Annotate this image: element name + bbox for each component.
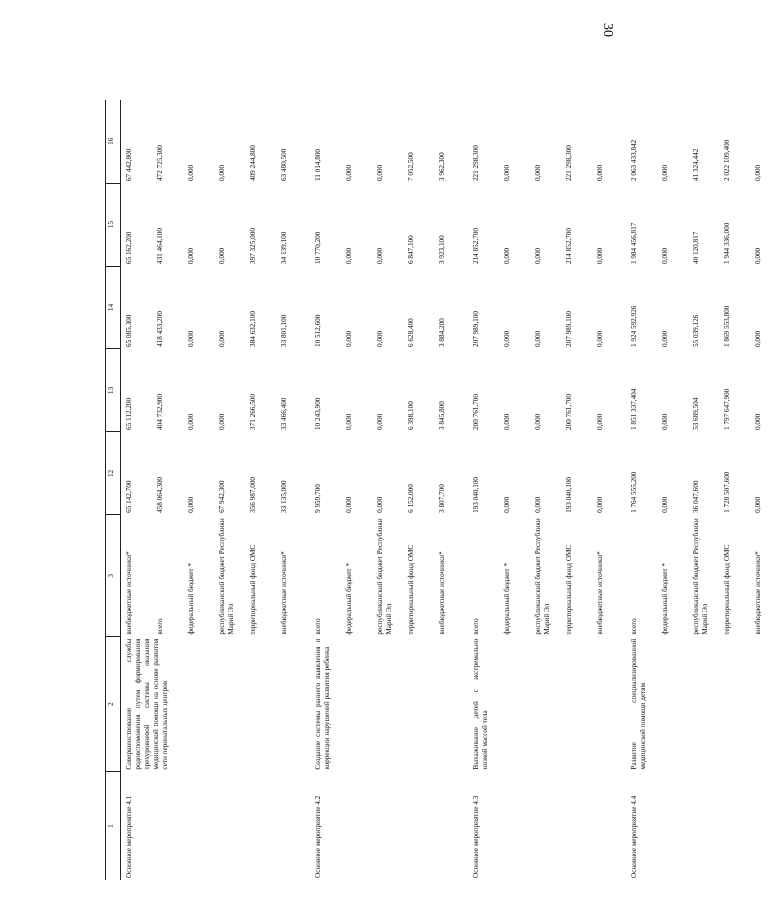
- value-cell: 6 152,000: [407, 484, 415, 513]
- funding-source-cell: внебюджетные источники*: [754, 551, 762, 635]
- budget-table: [105, 100, 784, 880]
- value-cell: 67 442,800: [125, 148, 133, 182]
- funding-source-cell: республиканский бюджет Республики Марий Эл: [534, 518, 551, 635]
- value-cell: 1 984 456,817: [630, 222, 638, 265]
- value-cell: 0,000: [218, 413, 226, 430]
- value-cell: 0,000: [534, 164, 542, 182]
- value-cell: 404 732,900: [156, 394, 164, 430]
- value-cell: 0,000: [661, 496, 669, 513]
- value-cell: 67 942,300: [218, 480, 226, 513]
- funding-source-cell: всего: [314, 618, 322, 635]
- value-cell: 65 085,300: [125, 314, 133, 347]
- value-cell: 2 063 433,842: [630, 139, 638, 182]
- description-cell: Создание системы раннего выявления и коррекции нарушений развития ребенка: [314, 638, 331, 770]
- value-cell: 193 040,100: [472, 476, 480, 513]
- funding-source-cell: всего: [472, 618, 480, 635]
- value-cell: 33 466,400: [280, 397, 288, 430]
- value-cell: 0,000: [187, 496, 195, 513]
- value-cell: 10 243,900: [314, 397, 322, 430]
- value-cell: 193 040,100: [565, 476, 573, 513]
- page-number: 30: [600, 23, 615, 37]
- value-cell: 214 852,700: [472, 228, 480, 265]
- value-cell: 33 135,000: [280, 480, 288, 513]
- value-cell: 6 847,100: [407, 235, 415, 265]
- value-cell: 0,000: [187, 164, 195, 182]
- value-cell: 0,000: [218, 247, 226, 265]
- value-cell: 0,000: [503, 330, 511, 347]
- value-cell: 0,000: [754, 247, 762, 265]
- value-cell: 0,000: [376, 164, 384, 182]
- funding-source-cell: республиканский бюджет Республики Марий Эл: [376, 518, 393, 635]
- value-cell: 1 944 336,000: [723, 222, 731, 265]
- value-cell: 3 807,700: [438, 484, 446, 513]
- value-cell: 1 851 337,404: [630, 388, 638, 430]
- description-cell: Совершенствование службы родовспоможения путем формирования трехуровневой системы оказания медицинской помощи на основе развития сети перинатальных центров: [125, 638, 169, 770]
- header-cell: 2: [106, 637, 121, 772]
- value-cell: 207 989,100: [472, 311, 480, 347]
- description-cell: Выхаживание детей с экстремально низкой массой тела: [472, 638, 489, 770]
- header-cell: 15: [106, 183, 121, 266]
- value-cell: 371 266,500: [249, 394, 257, 430]
- header-cell: 16: [106, 100, 121, 183]
- header-cell: 14: [106, 266, 121, 349]
- value-cell: 214 852,700: [565, 228, 573, 265]
- funding-source-cell: территориальный фонд ОМС: [249, 544, 257, 635]
- value-cell: 0,000: [534, 330, 542, 347]
- table-row: [121, 100, 156, 880]
- activity-cell: Основное мероприятие 4.4: [630, 795, 638, 878]
- funding-source-cell: внебюджетные источники*: [596, 551, 604, 635]
- funding-source-cell: всего: [156, 618, 164, 635]
- value-cell: 0,000: [503, 496, 511, 513]
- value-cell: 458 064,300: [156, 476, 164, 513]
- funding-source-cell: внебюджетные источники*: [125, 551, 133, 635]
- value-cell: 0,000: [376, 413, 384, 430]
- value-cell: 0,000: [596, 496, 604, 513]
- value-cell: 6 398,100: [407, 401, 415, 430]
- header-cell: 12: [106, 432, 121, 515]
- funding-source-cell: всего: [630, 618, 638, 635]
- value-cell: 397 325,000: [249, 228, 257, 265]
- value-cell: 53 689,504: [692, 397, 700, 430]
- value-cell: 0,000: [754, 164, 762, 182]
- value-cell: 0,000: [661, 247, 669, 265]
- value-cell: 0,000: [376, 330, 384, 347]
- value-cell: 200 761,700: [565, 394, 573, 430]
- value-cell: 0,000: [345, 496, 353, 513]
- funding-source-cell: территориальный фонд ОМС: [723, 544, 731, 635]
- value-cell: 36 047,600: [692, 480, 700, 513]
- funding-source-cell: внебюджетные источники*: [438, 551, 446, 635]
- funding-source-cell: федеральный бюджет *: [503, 563, 511, 635]
- value-cell: 0,000: [345, 330, 353, 347]
- value-cell: 1 924 592,926: [630, 305, 638, 347]
- value-cell: 1 764 555,200: [630, 471, 638, 513]
- value-cell: 10 770,200: [314, 231, 322, 265]
- table-row: [310, 100, 344, 880]
- rotated-table-frame: [105, 100, 762, 880]
- value-cell: 0,000: [218, 330, 226, 347]
- value-cell: 472 725,300: [156, 145, 164, 182]
- value-cell: 0,000: [596, 413, 604, 430]
- header-cell: 13: [106, 349, 121, 432]
- value-cell: 3 923,100: [438, 235, 446, 265]
- value-cell: 0,000: [534, 247, 542, 265]
- funding-source-cell: федеральный бюджет *: [661, 563, 669, 635]
- value-cell: 1 797 647,900: [723, 388, 731, 430]
- funding-source-cell: республиканский бюджет Республики Марий Эл: [692, 518, 709, 635]
- value-cell: 0,000: [345, 164, 353, 182]
- value-cell: 0,000: [596, 164, 604, 182]
- value-cell: 65 112,200: [125, 397, 133, 430]
- funding-source-cell: республиканский бюджет Республики Марий Эл: [218, 518, 235, 635]
- value-cell: 6 628,400: [407, 318, 415, 347]
- value-cell: 9 959,700: [314, 484, 322, 513]
- value-cell: 55 039,126: [692, 314, 700, 347]
- value-cell: 1 869 553,800: [723, 305, 731, 347]
- value-cell: 0,000: [754, 496, 762, 513]
- funding-source-cell: внебюджетные источники*: [280, 551, 288, 635]
- value-cell: 0,000: [534, 413, 542, 430]
- funding-source-cell: территориальный фонд ОМС: [407, 544, 415, 635]
- activity-cell: Основное мероприятие 4.2: [314, 795, 322, 878]
- value-cell: 221 298,300: [472, 145, 480, 182]
- value-cell: 356 987,000: [249, 476, 257, 513]
- value-cell: 1 728 507,600: [723, 471, 731, 513]
- value-cell: 2 022 109,400: [723, 139, 731, 182]
- value-cell: 65 162,200: [125, 231, 133, 265]
- value-cell: 409 244,800: [249, 145, 257, 182]
- description-cell: Развитие специализированной медицинской помощи детям: [630, 638, 647, 770]
- value-cell: 3 962,300: [438, 152, 446, 182]
- value-cell: 0,000: [754, 413, 762, 430]
- value-cell: 63 480,500: [280, 148, 288, 182]
- value-cell: 0,000: [376, 496, 384, 513]
- value-cell: 0,000: [503, 247, 511, 265]
- value-cell: 0,000: [661, 330, 669, 347]
- value-cell: 0,000: [661, 413, 669, 430]
- value-cell: 0,000: [187, 413, 195, 430]
- value-cell: 0,000: [376, 247, 384, 265]
- header-cell: 3: [106, 515, 121, 637]
- value-cell: 0,000: [503, 164, 511, 182]
- value-cell: 207 989,100: [565, 311, 573, 347]
- table-row: [626, 100, 660, 880]
- value-cell: 0,000: [534, 496, 542, 513]
- value-cell: 7 052,500: [407, 152, 415, 182]
- value-cell: 41 324,442: [692, 148, 700, 182]
- value-cell: 0,000: [345, 413, 353, 430]
- value-cell: 418 433,200: [156, 311, 164, 347]
- value-cell: 431 464,100: [156, 228, 164, 265]
- value-cell: 34 139,100: [280, 231, 288, 265]
- value-cell: 0,000: [345, 247, 353, 265]
- value-cell: 3 884,200: [438, 318, 446, 347]
- value-cell: 0,000: [596, 247, 604, 265]
- value-cell: 0,000: [187, 247, 195, 265]
- value-cell: 40 120,817: [692, 231, 700, 265]
- value-cell: 3 845,800: [438, 401, 446, 430]
- header-row: [106, 100, 121, 880]
- value-cell: 200 761,700: [472, 394, 480, 430]
- table-row: [468, 100, 502, 880]
- activity-cell: Основное мероприятие 4.3: [472, 795, 480, 878]
- value-cell: 0,000: [187, 330, 195, 347]
- value-cell: 0,000: [754, 330, 762, 347]
- value-cell: 0,000: [596, 330, 604, 347]
- value-cell: 0,000: [661, 164, 669, 182]
- value-cell: 33 801,100: [280, 314, 288, 347]
- value-cell: 221 298,300: [565, 145, 573, 182]
- activity-cell: Основное мероприятие 4.1: [125, 795, 133, 878]
- value-cell: 0,000: [218, 164, 226, 182]
- header-cell: 1: [106, 772, 121, 880]
- value-cell: 10 512,600: [314, 314, 322, 347]
- value-cell: 65 142,700: [125, 480, 133, 513]
- funding-source-cell: федеральный бюджет *: [187, 563, 195, 635]
- value-cell: 0,000: [503, 413, 511, 430]
- value-cell: 384 632,100: [249, 311, 257, 347]
- funding-source-cell: федеральный бюджет *: [345, 563, 353, 635]
- value-cell: 11 014,800: [314, 148, 322, 182]
- funding-source-cell: территориальный фонд ОМС: [565, 544, 573, 635]
